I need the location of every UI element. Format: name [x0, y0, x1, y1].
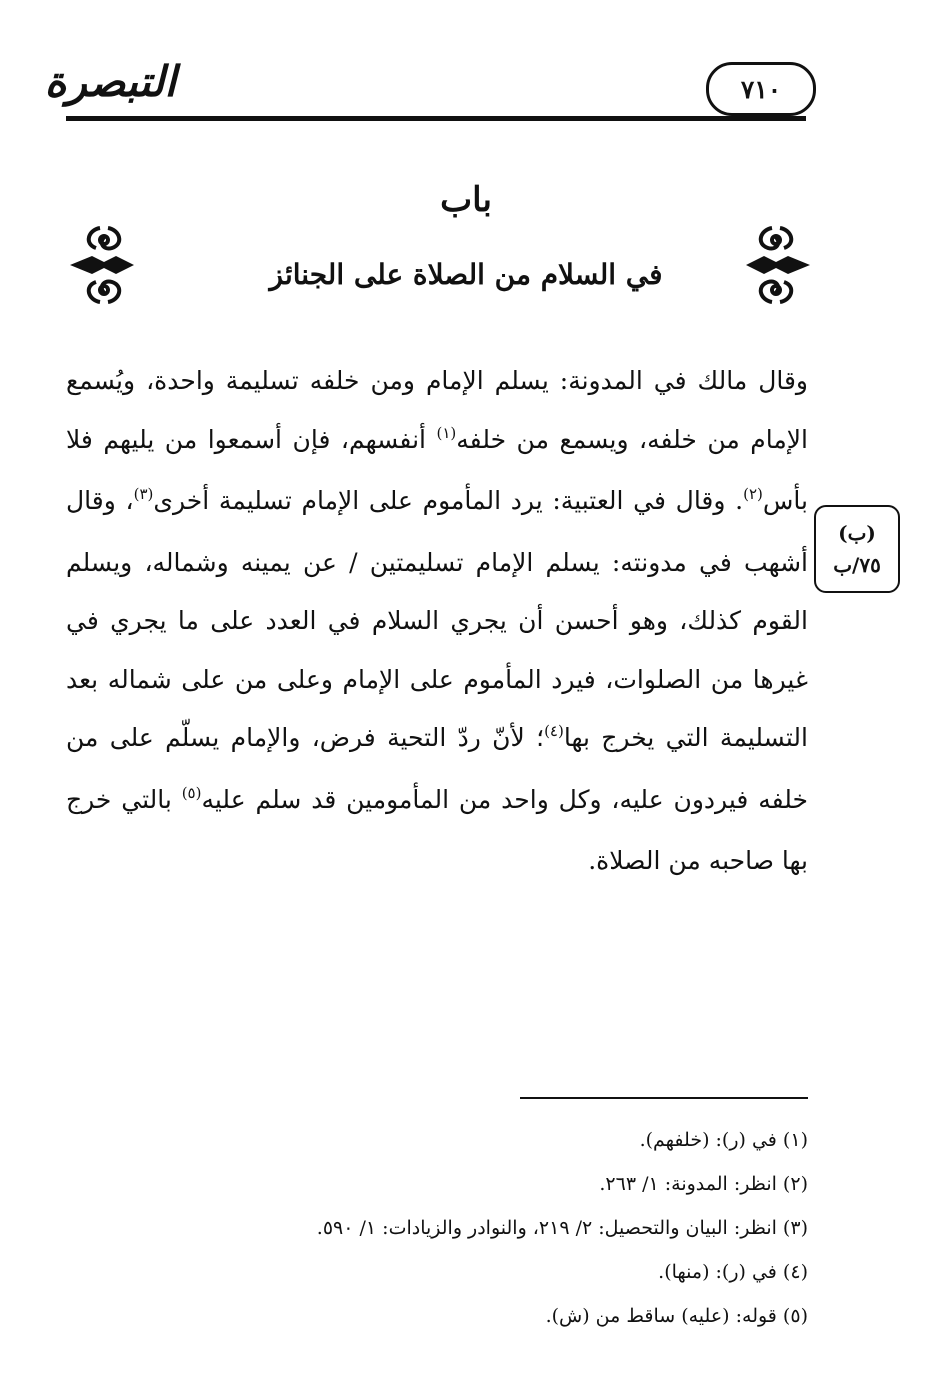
- footnote-5: (٥) قوله: (عليه) ساقط من (ش).: [545, 1305, 808, 1327]
- footnote-ref: (٢): [743, 485, 763, 503]
- body-segment: . وقال في العتبية: يرد المأموم على الإمام تسليمة أخرى: [153, 486, 744, 515]
- footnotes: [200, 1118, 808, 1338]
- body-segment: وقال مالك في المدونة: يسلم الإمام ومن خلفه تسليمة واحدة، ويُسمع الإمام من خلفه، ويسمع من خلفه: [66, 366, 808, 454]
- margin-note: [814, 505, 900, 593]
- footnote-ref: (٤): [544, 722, 564, 740]
- margin-note-folio: ٧٥/ب: [833, 553, 881, 577]
- footnote-ref: (١): [436, 423, 457, 442]
- body-segment: ، وقال أشهب في مدونته: يسلم الإمام تسليمتين / عن يمينه وشماله، ويسلم القوم كذلك، وهو أحسن أن يجري السلام في العدد على ما يجري في غيرها من الصلوات، فيرد المأموم على الإمام وعلى من على شماله بعد التسليمة التي يخرج بها: [66, 486, 808, 752]
- body-segment: ؛ لأنّ ردّ التحية فرض، والإمام يسلّم على من خلفه فيردون عليه، وكل واحد من المأمومين قد سلم عليه: [66, 723, 808, 814]
- footnote-1: (١) في (ر): (خلفهم).: [639, 1129, 808, 1151]
- book-title: التبصرة: [44, 57, 176, 106]
- margin-note-manuscript: (ب): [838, 521, 876, 545]
- body-segment: أنفسهم، فإن أسمعوا من يليهم فلا بأس: [66, 424, 808, 515]
- body-paragraph: [66, 352, 808, 891]
- chapter-heading: باب: [440, 180, 492, 220]
- footnote-4: (٤) في (ر): (منها).: [658, 1261, 808, 1283]
- footnote-separator: [520, 1097, 808, 1099]
- footnote-ref: (٥): [181, 783, 202, 802]
- header-rule: [66, 116, 806, 121]
- page-number: ٧١٠: [740, 74, 782, 104]
- footnote-2: (٢) انظر: المدونة: ١/ ٢٦٣.: [599, 1173, 808, 1195]
- page-number-badge: [706, 62, 816, 116]
- footnote-ref: (٣): [133, 485, 154, 503]
- body-segment: بالتي خرج بها صاحبه من الصلاة.: [66, 784, 808, 875]
- footnote-3: (٣) انظر: البيان والتحصيل: ٢/ ٢١٩، والنوادر والزيادات: ١/ ٥٩٠.: [316, 1217, 808, 1239]
- chapter-title: في السلام من الصلاة على الجنائز: [269, 258, 663, 291]
